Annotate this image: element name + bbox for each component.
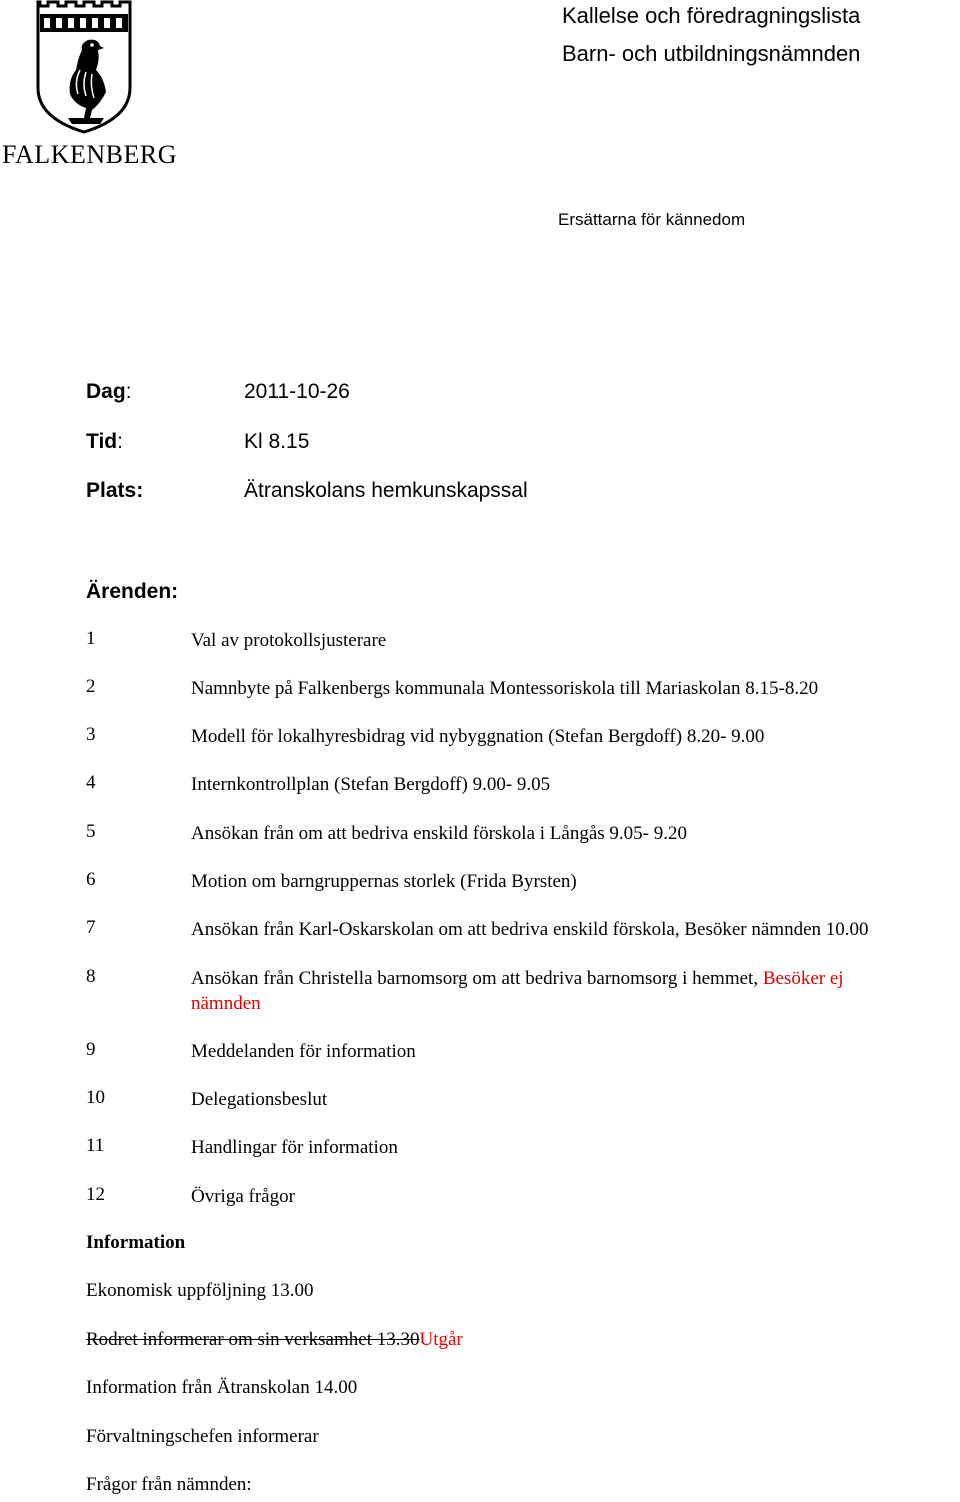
agenda-item-text: Ansökan från Christella barnomsorg om att bedriva barnomsorg i hemmet, Besöker ej nämnden [191, 968, 844, 1014]
recipients-note: Ersättarna för kännedom [558, 210, 746, 229]
information-line: Information från Ätranskolan 14.00 [86, 1377, 358, 1398]
agenda-item-note: Besöker ej [762, 968, 844, 989]
agenda-heading: Ärenden: [86, 580, 179, 603]
day-value: 2011-10-26 [244, 380, 350, 403]
information-line: Ekonomisk uppföljning 13.00 [86, 1280, 314, 1301]
document-title: Kallelse och föredragningslista [562, 3, 861, 28]
information-heading: Information [86, 1232, 186, 1253]
agenda-item-number: 4 [86, 772, 96, 793]
place-value: Ätranskolans hemkunskapssal [244, 479, 528, 502]
agenda-item-number: 9 [86, 1039, 96, 1060]
agenda-item-text: Internkontrollplan (Stefan Bergdoff) 9.00- 9.05 [191, 774, 551, 795]
agenda-item-number: 10 [86, 1087, 105, 1108]
day-label: Dag: [86, 380, 132, 403]
agenda-item-number: 7 [86, 917, 96, 938]
information-line: Frågor från nämnden: [86, 1474, 252, 1495]
time-value: Kl 8.15 [244, 430, 310, 453]
information-line: Förvaltningschefen informerar [86, 1426, 319, 1447]
agenda-item-number: 2 [86, 676, 96, 697]
agenda-item-text: Delegationsbeslut [191, 1089, 328, 1110]
agenda-item-number: 1 [86, 628, 96, 649]
agenda-item-text: Ansökan från Karl-Oskarskolan om att bedriva enskild förskola, Besöker nämnden 10.00 [191, 919, 869, 940]
agenda-item-number: 3 [86, 724, 96, 745]
agenda-item-note-continued: nämnden [191, 993, 261, 1014]
document-subtitle: Barn- och utbildningsnämnden [562, 41, 861, 66]
time-label: Tid: [86, 430, 123, 453]
information-line-cancelled: Rodret informerar om sin verksamhet 13.30Utgår [86, 1329, 463, 1350]
agenda-item-text: Val av protokollsjusterare [191, 630, 387, 651]
cancelled-note: Utgår [419, 1329, 463, 1350]
agenda-item-text: Övriga frågor [191, 1186, 295, 1207]
place-label: Plats: [86, 479, 144, 502]
agenda-item-number: 5 [86, 821, 96, 842]
agenda-item-text: Handlingar för information [191, 1137, 398, 1158]
agenda-item-number: 11 [86, 1135, 105, 1156]
agenda-item-number: 12 [86, 1184, 105, 1205]
agenda-item-number: 8 [86, 966, 96, 987]
org-wordmark: FALKENBERG [2, 140, 177, 169]
agenda-item-number: 6 [86, 869, 96, 890]
agenda-item-text: Ansökan från om att bedriva enskild förskola i Långås 9.05- 9.20 [191, 823, 687, 844]
agenda-item-text: Meddelanden för information [191, 1041, 416, 1062]
agenda-item-text: Motion om barngruppernas storlek (Frida Byrsten) [191, 871, 577, 892]
agenda-item-text: Namnbyte på Falkenbergs kommunala Montessoriskola till Mariaskolan 8.15-8.20 [191, 678, 819, 699]
agenda-item-text: Modell för lokalhyresbidrag vid nybyggnation (Stefan Bergdoff) 8.20- 9.00 [191, 726, 765, 747]
coat-of-arms-logo [34, 0, 134, 134]
